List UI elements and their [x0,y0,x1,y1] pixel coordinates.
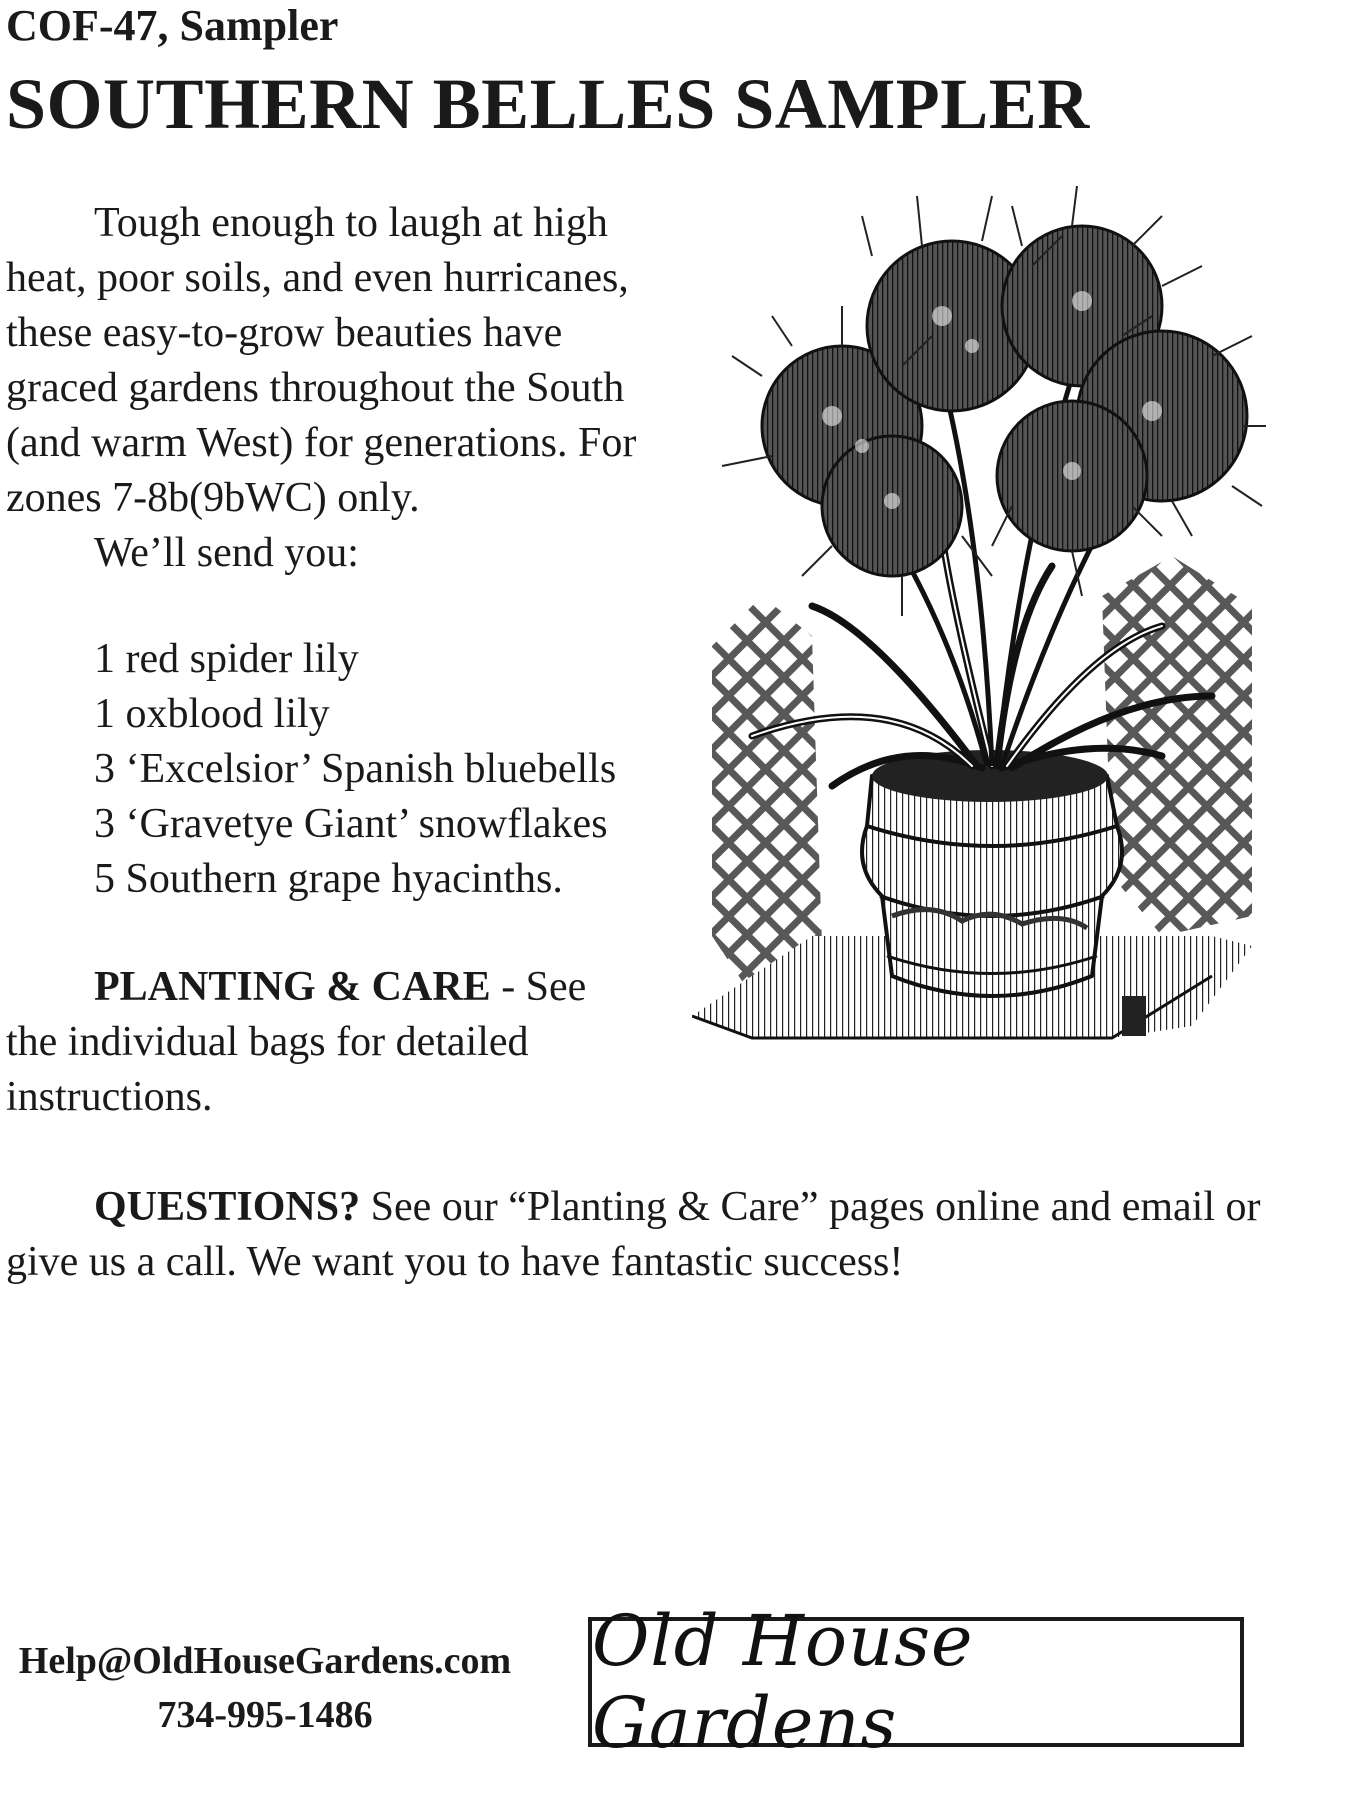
brand-logo [588,1600,1244,1764]
contact-phone: 734-995-1486 [157,1694,373,1736]
list-item: 3 ‘Excelsior’ Spanish bluebells [94,746,617,792]
care-section [6,960,646,1125]
list-item: 5 Southern grape hyacinths. [94,856,563,902]
send-label: We’ll send you: [94,530,359,576]
questions-section [6,1180,1306,1290]
list-item: 3 ‘Gravetye Giant’ snowflakes [94,801,608,847]
care-heading: PLANTING & CARE [94,964,491,1010]
questions-heading: QUESTIONS? [94,1184,361,1230]
item-list [94,632,694,907]
list-item: 1 red spider lily [94,636,359,682]
intro-paragraph: Tough enough to laugh at high heat, poor soils, and even hurricanes, these easy-to-grow beauties have graced gardens throughout the South (and warm West) for generations. For zones 7-8b(9bWC) only. [6,200,637,521]
potted-spider-lily-icon [692,176,1266,1042]
product-code: COF-47, Sampler [6,1,339,50]
contact-block [0,1634,530,1742]
care-text: - See the individual bags for detailed instructions. [6,964,587,1120]
contact-email: Help@OldHouseGardens.com [18,1640,512,1682]
questions-text: See our “Planting & Care” pages online and email or give us a call. We want you to have fantastic success! [6,1184,1261,1285]
list-item: 1 oxblood lily [94,691,330,737]
page-title: SOUTHERN BELLES SAMPLER [6,64,1090,144]
intro-text [6,196,666,581]
logo-text: Old House Gardens [592,1600,974,1764]
